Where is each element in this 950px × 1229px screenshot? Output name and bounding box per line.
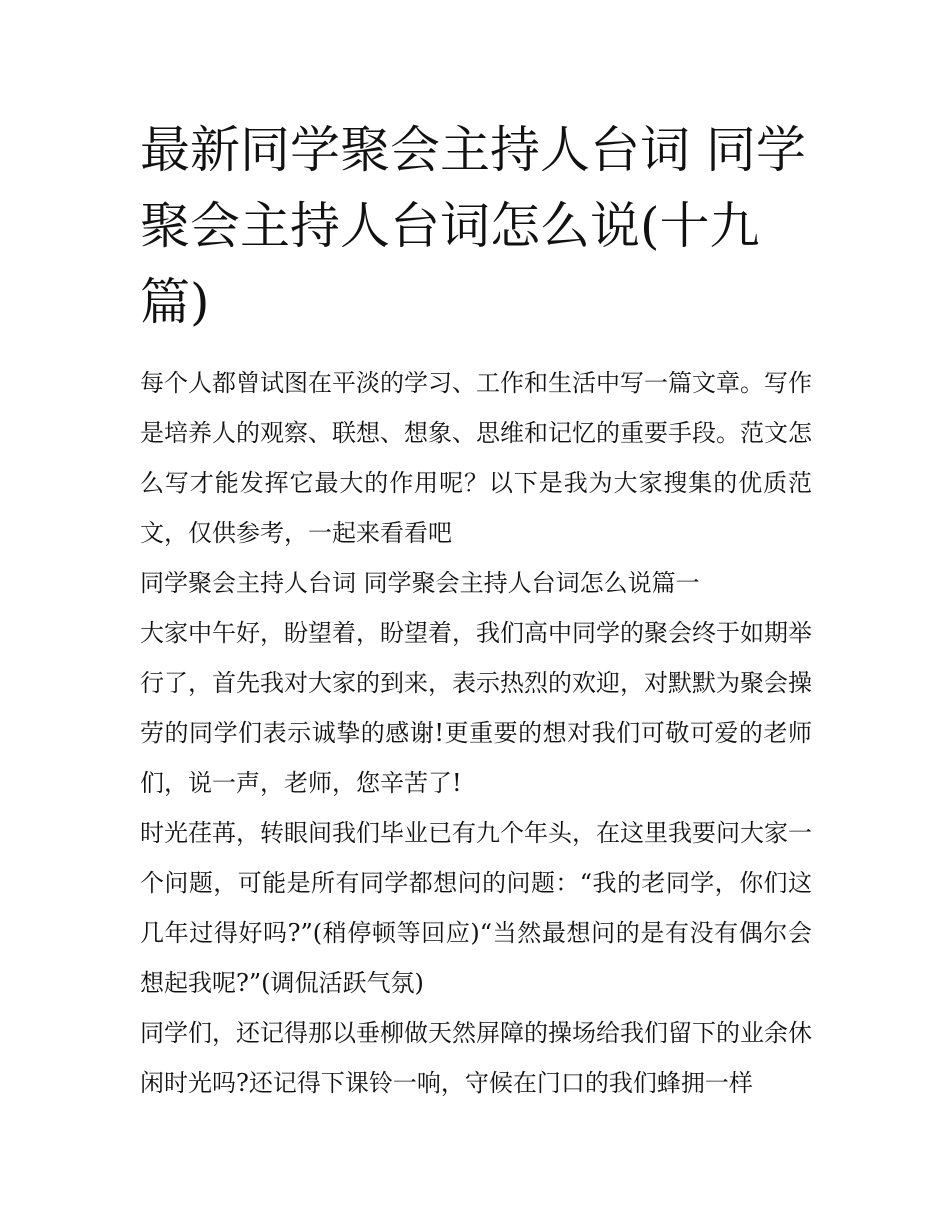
document-page [140, 112, 812, 1108]
intro-paragraph: 每个人都曾试图在平淡的学习、工作和生活中写一篇文章。写作是培养人的观察、联想、想象、思维和记忆的重要手段。范文怎么写才能发挥它最大的作用呢？以下是我为大家搜集的优质范文，仅供参考，一起来看看吧 [140, 369, 812, 547]
section-heading: 同学聚会主持人台词 同学聚会主持人台词怎么说篇一 [140, 569, 700, 597]
body-paragraph: 大家中午好，盼望着，盼望着，我们高中同学的聚会终于如期举行了，首先我对大家的到来，表示热烈的欢迎，对默默为聚会操劳的同学们表示诚挚的感谢!更重要的想对我们可敬可爱的老师们，说一声，老师，您辛苦了! [140, 619, 812, 797]
document-title: 最新同学聚会主持人台词 同学聚会主持人台词怎么说(十九篇) [140, 121, 806, 331]
body-paragraph: 同学们，还记得那以垂柳做天然屏障的操场给我们留下的业余休闲时光吗?还记得下课铃一响，守候在门口的我们蜂拥一样 [140, 1019, 812, 1097]
body-paragraph: 时光荏苒，转眼间我们毕业已有九个年头，在这里我要问大家一个问题，可能是所有同学都想问的问题：“我的老同学，你们这几年过得好吗?”(稍停顿等回应)“当然最想问的是有没有偶尔会想起我呢?”(调侃活跃气氛) [140, 819, 812, 997]
